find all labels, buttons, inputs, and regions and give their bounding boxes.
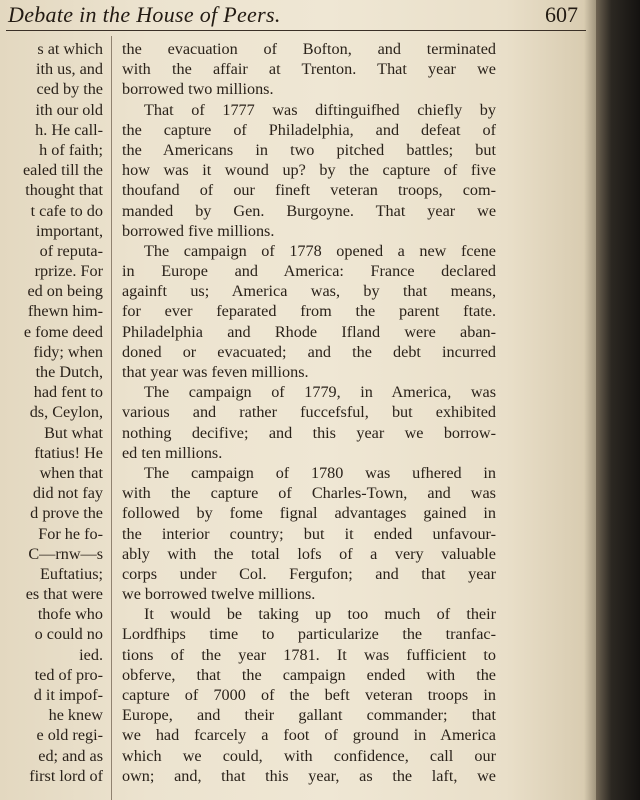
text-line: ith us, and — [36, 60, 103, 79]
text-line: thoufand of our fineft veteran troops, com- — [122, 181, 496, 200]
running-title: Debate in the House of Peers. — [8, 2, 281, 27]
text-line: the interior country; but it ended unfavour- — [122, 524, 496, 543]
text-line: C—rnw—s — [28, 544, 103, 563]
text-line: the evacuation of Bofton, and terminated — [122, 40, 496, 58]
text-line: tions of the year 1781. It was fufficient to — [122, 645, 496, 664]
text-line: ed on being — [27, 282, 103, 301]
text-line: ealed till the — [22, 161, 103, 180]
text-line: It would be taking up too much of their — [144, 605, 496, 624]
text-line: corps under Col. Fergufon; and that year — [122, 564, 496, 583]
text-line: The campaign of 1778 opened a new fcene — [144, 241, 496, 260]
text-line: ced by the — [36, 80, 103, 99]
text-line: with the capture of Charles-Town, and was — [122, 484, 496, 503]
text-line: ed ten millions. — [122, 443, 223, 462]
text-line: e old regi- — [36, 726, 103, 745]
text-line: how was it wound up? by the capture of five — [122, 161, 496, 180]
text-line: own; and, that this year, as the laft, we — [122, 766, 496, 785]
running-head — [6, 0, 586, 31]
text-line: t cafe to do — [30, 201, 103, 220]
right-column — [122, 39, 496, 786]
text-line: followed by fome fignal advantages gained in — [122, 504, 496, 523]
text-line: doned or evacuated; and the debt incurred — [122, 342, 496, 361]
text-line: The campaign of 1780 was ufhered in — [144, 463, 496, 482]
text-line: which we could, with confidence, call our — [122, 746, 496, 765]
page-number: 607 — [545, 2, 578, 27]
text-line: h of faith; — [39, 140, 103, 159]
text-line: e fome deed — [23, 322, 103, 341]
text-line: when that — [39, 463, 103, 482]
text-line: Lordfhips time to particularize the tranfac- — [122, 625, 496, 644]
text-line: ftatius! He — [34, 443, 103, 462]
text-line: Euftatius; — [40, 564, 103, 583]
text-line: ably with the total lofs of a very valuable — [122, 544, 496, 563]
page-edge-shadow — [584, 0, 596, 800]
text-line: with the affair at Trenton. That year we — [122, 60, 496, 79]
text-line: ds, Ceylon, — [29, 403, 103, 422]
text-line: d prove the — [30, 504, 103, 523]
text-line: That of 1777 was diftinguifhed chiefly by — [144, 100, 496, 119]
text-line: the Americans in two pitched battles; but — [122, 140, 496, 159]
text-line: that year was feven millions. — [122, 363, 309, 381]
text-line: the Dutch, — [35, 363, 103, 381]
text-line: first lord of — [29, 766, 103, 785]
text-line: for ever feparated from the parent ftate. — [122, 302, 496, 321]
text-line: of reputa- — [39, 241, 103, 260]
text-line: had fent to — [33, 383, 103, 402]
text-line: s at which — [37, 40, 103, 58]
text-line: For he fo- — [38, 524, 103, 543]
text-line: fidy; when — [33, 342, 103, 361]
text-line: in Europe and America: France declared — [122, 262, 496, 281]
text-line: we borrowed twelve millions. — [122, 585, 316, 604]
text-line: important, — [36, 221, 103, 240]
text-line: o could no — [34, 625, 103, 644]
text-line: did not fay — [32, 484, 103, 503]
text-line: he knew — [48, 706, 103, 725]
text-line: ed; and as — [38, 746, 103, 765]
text-line: borrowed two millions. — [122, 80, 274, 99]
text-line: ith our old — [35, 100, 103, 119]
column-rule — [111, 36, 112, 800]
left-column — [0, 39, 103, 786]
text-line: thofe who — [37, 605, 103, 624]
text-line: Europe, and their gallant commander; that — [122, 706, 496, 725]
text-line: But what — [44, 423, 103, 442]
text-line: rprize. For — [34, 262, 103, 281]
text-line: ted of pro- — [34, 665, 103, 684]
dark-background — [596, 0, 640, 800]
text-line: nothing decifive; and this year we borrow- — [122, 423, 496, 442]
text-line: d it impof- — [33, 686, 103, 704]
text-line: borrowed five millions. — [122, 221, 275, 240]
text-line: fhewn him- — [27, 302, 103, 321]
text-line: Philadelphia and Rhode Ifland were aban- — [122, 322, 496, 341]
text-line: various and rather fuccefsful, but exhibited — [122, 403, 496, 422]
text-line: ied. — [79, 645, 103, 664]
text-line: thought that — [25, 181, 103, 200]
text-line: capture of 7000 of the beft veteran troops in — [122, 686, 496, 704]
text-line: obferve, that the campaign ended with the — [122, 665, 496, 684]
text-line: againft us; America was, by that means, — [122, 282, 496, 301]
text-line: es that were — [25, 585, 103, 604]
text-line: we had fcarcely a foot of ground in America — [122, 726, 496, 745]
text-line: h. He call- — [35, 120, 103, 139]
text-line: the capture of Philadelphia, and defeat of — [122, 120, 496, 139]
text-line: manded by Gen. Burgoyne. That year we — [122, 201, 496, 220]
text-line: The campaign of 1779, in America, was — [144, 383, 496, 402]
